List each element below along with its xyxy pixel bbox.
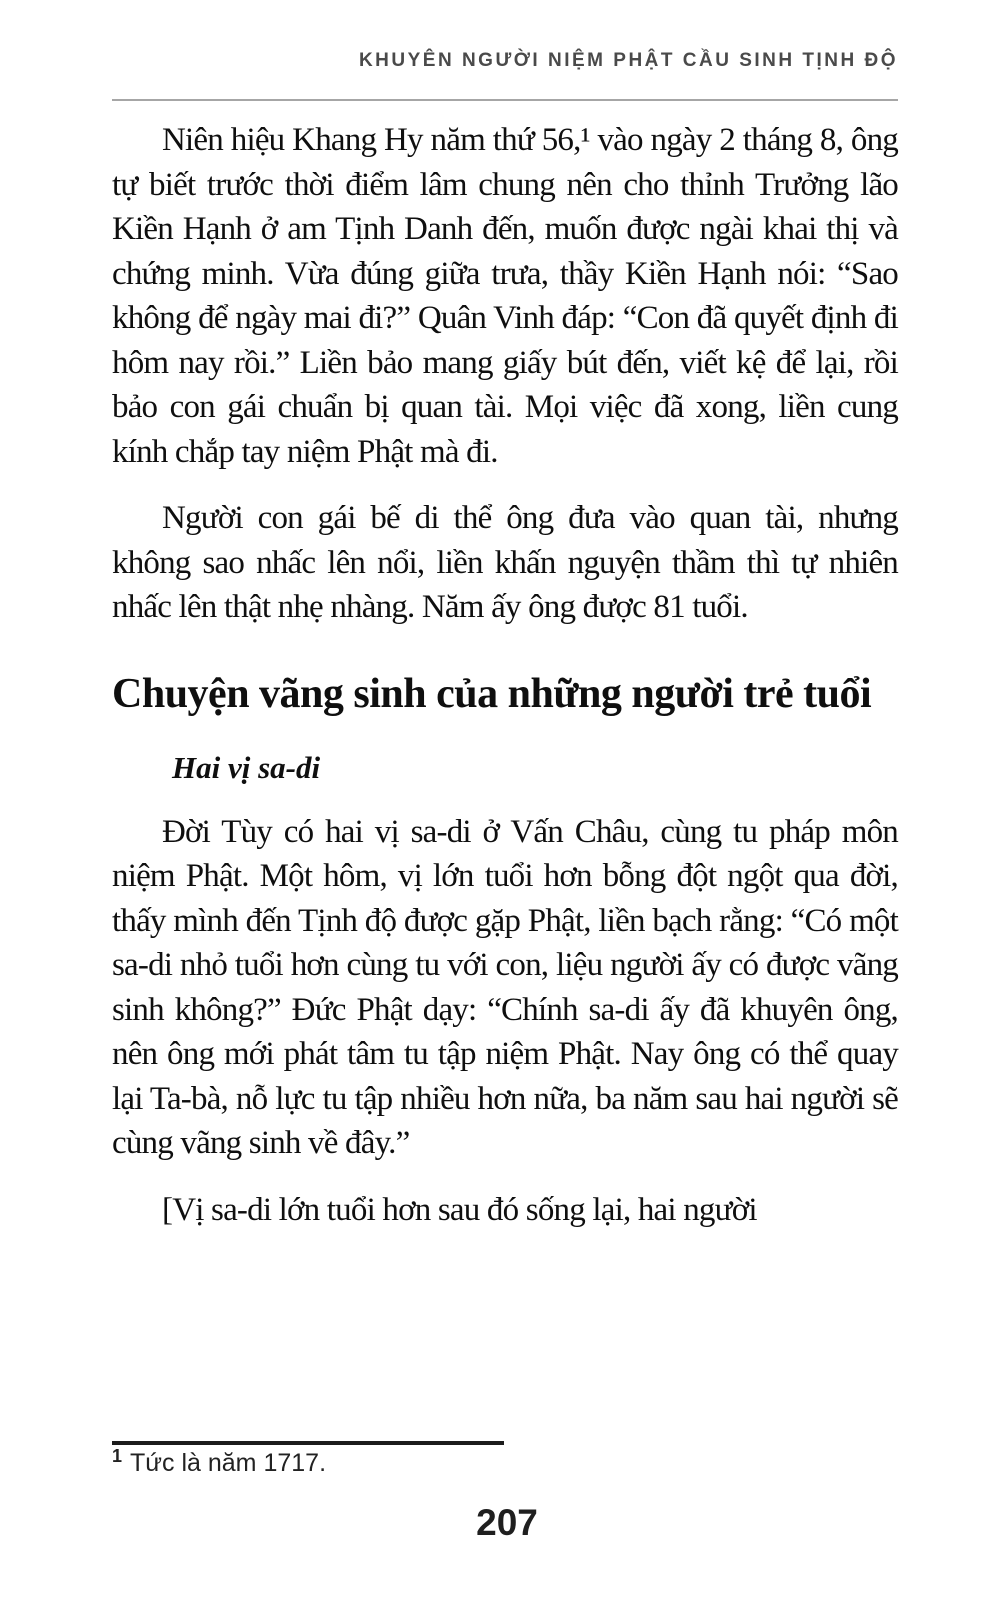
footnote-block bbox=[112, 1441, 898, 1478]
paragraph-song-lai: [Vị sa-di lớn tuổi hơn sau đó sống lại, hai người bbox=[162, 1191, 757, 1228]
page-number: 207 bbox=[476, 1502, 538, 1543]
paragraph-con-gai: Người con gái bế di thể ông đưa vào quan tài, nhưng không sao nhấc lên nổi, liền khấn nguyện thầm thì tự nhiên nhấc lên thật nhẹ nhàng. Năm ấy ông được 81 tuổi. bbox=[112, 500, 898, 625]
footnote-rule bbox=[112, 1441, 504, 1445]
paragraph-khang-hy: Niên hiệu Khang Hy năm thứ 56,¹ vào ngày 2 tháng 8, ông tự biết trước thời điểm lâm chung nên cho thỉnh Trưởng lão Kiền Hạnh ở am Tịnh Danh đến, muốn được ngài khai thị và chứng minh. Vừa đúng giữa trưa, thầy Kiền Hạnh nói: “Sao không để ngày mai đi?” Quân Vinh đáp: “Con đã quyết định đi hôm nay rồi.” Liền bảo mang giấy bút đến, viết kệ để lại, rồi bảo con gái chuẩn bị quan tài. Mọi việc đã xong, liền cung kính chắp tay niệm Phật mà đi. bbox=[112, 122, 898, 470]
paragraph-sa-di: Đời Tùy có hai vị sa-di ở Vấn Châu, cùng tu pháp môn niệm Phật. Một hôm, vị lớn tuổi hơn bỗng đột ngột qua đời, thấy mình đến Tịnh độ được gặp Phật, liền bạch rằng: “Có một sa-di nhỏ tuổi hơn cùng tu với con, liệu người ấy có được vãng sinh không?” Đức Phật dạy: “Chính sa-di ấy đã khuyên ông, nên ông mới phát tâm tu tập niệm Phật. Nay ông có thể quay lại Ta-bà, nỗ lực tu tập nhiều hơn nữa, ba năm sau hai người sẽ cùng vãng sinh về đây.” bbox=[112, 813, 898, 1161]
text-column bbox=[112, 118, 898, 1254]
subsection-heading: Hai vị sa-di bbox=[172, 749, 321, 785]
running-header: KHUYÊN NGƯỜI NIỆM PHẬT CẦU SINH TỊNH ĐỘ bbox=[358, 50, 898, 71]
header-rule bbox=[112, 99, 898, 101]
footnote-marker: 1 bbox=[112, 1445, 123, 1466]
section-heading: Chuyện vãng sinh của những người trẻ tuổi bbox=[112, 670, 872, 717]
footnote-line bbox=[112, 1445, 898, 1478]
footnote-text: Tức là năm 1717. bbox=[130, 1449, 327, 1477]
